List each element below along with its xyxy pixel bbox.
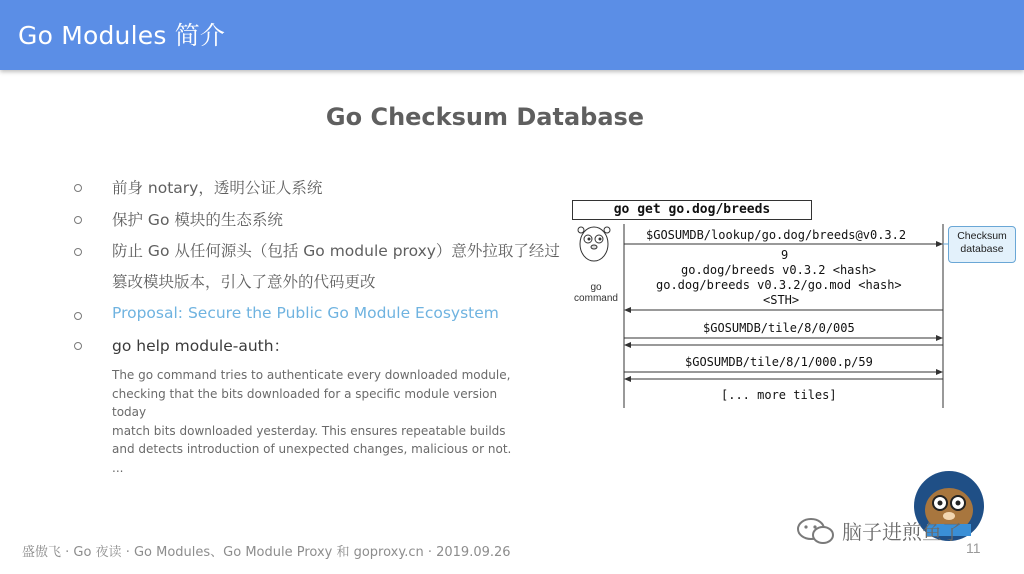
response-line: go.dog/breeds v0.3.2 <hash> — [681, 263, 877, 277]
bullet-icon — [74, 342, 82, 350]
auth-line: The go command tries to authenticate every downloaded module, — [112, 368, 511, 382]
header-title: Go Modules 简介 — [18, 21, 226, 50]
bullet-list — [72, 176, 562, 356]
checksum-database-box: Checksum database — [948, 226, 1016, 263]
wechat-watermark — [792, 512, 992, 546]
bullet-icon — [74, 248, 82, 256]
bullet-item: 保护 Go 模块的生态系统 — [72, 208, 562, 230]
response-line: go.dog/breeds v0.3.2/go.mod <hash> — [656, 278, 902, 292]
tile-request: $GOSUMDB/tile/8/1/000.p/59 — [685, 355, 873, 369]
slide-title: Go Checksum Database — [325, 103, 645, 131]
bullet-icon — [74, 216, 82, 224]
tile-request: $GOSUMDB/tile/8/0/005 — [703, 321, 855, 335]
bullet-item: go help module-auth： — [72, 334, 562, 356]
go-get-command: go get go.dog/breeds — [572, 200, 812, 220]
response-line: 9 — [781, 248, 789, 262]
watermark-text: 脑子进煎鱼了 — [842, 520, 962, 544]
more-tiles: [... more tiles] — [721, 388, 837, 402]
sumdb-sequence-diagram — [560, 190, 1020, 420]
go-command-label: go command — [574, 282, 618, 304]
bullet-icon — [74, 184, 82, 192]
gopher-icon — [578, 227, 610, 261]
module-auth-description — [112, 366, 532, 477]
auth-line: ... — [112, 460, 124, 475]
bullet-item: 防止 Go 从任何源头（包括 Go module proxy）意外拉取了经过篡改模块版本，引入了意外的代码更改 — [72, 236, 562, 298]
lookup-request: $GOSUMDB/lookup/go.dog/breeds@v0.3.2 — [646, 228, 907, 242]
auth-line: checking that the bits downloaded for a specific module version today — [112, 386, 498, 419]
footer-text: 盛傲飞 · Go 夜读 · Go Modules、Go Module Proxy 和 goproxy.cn · 2019.09.26 — [22, 545, 511, 560]
auth-line: match bits downloaded yesterday. This ensures repeatable builds — [112, 423, 506, 438]
wechat-icon — [796, 516, 836, 546]
page-number: 11 — [966, 540, 981, 556]
bullet-item: 前身 notary，透明公证人系统 — [72, 176, 562, 198]
response-line: <STH> — [763, 293, 800, 307]
auth-line: and detects introduction of unexpected changes, malicious or not. — [112, 442, 512, 456]
proposal-link[interactable]: Proposal: Secure the Public Go Module Ecosystem — [72, 304, 562, 322]
bullet-icon — [74, 312, 82, 320]
header-bar — [0, 0, 1024, 70]
